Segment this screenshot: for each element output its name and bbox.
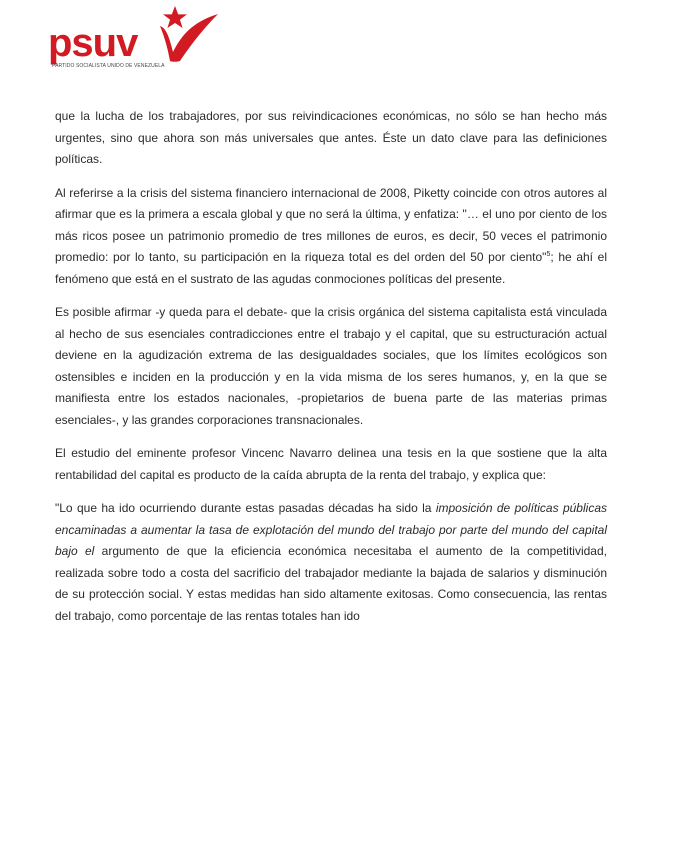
paragraph-2-text: Al referirse a la crisis del sistema financiero internacional de 2008, Piketty coincide con otros autores al afirmar que es la primera a escala global y que no será la última, y enfatiza: "… el uno por ciento de los más ricos posee un patrimonio promedio de tres millones de euros, es decir, 50 veces el patrimonio promedio: por lo tanto, su participación en la riqueza total es del orden del 50 por ciento" <box>55 185 607 264</box>
star-icon <box>163 6 187 28</box>
paragraph-2 <box>55 183 607 291</box>
document-body <box>55 106 607 639</box>
footnote-ref: 5 <box>546 251 551 258</box>
quote-emphasis: imposición de políticas públicas encaminadas a aumentar la tasa de explotación del mundo del trabajo por parte del mundo del capital bajo el <box>55 501 607 558</box>
paragraph-4: El estudio del eminente profesor Vincenc Navarro delinea una tesis en la que sostiene que la alta rentabilidad del capital es producto de la caída abrupta de la renta del trabajo, y explica que: <box>55 446 607 482</box>
paragraph-3: Es posible afirmar -y queda para el debate- que la crisis orgánica del sistema capitalista está vinculada al hecho de sus esenciales contradicciones entre el trabajo y el capital, que su estructuración actual deviene en la agudización extrema de las desigualdades sociales, que los límites ecológicos son ostensibles e inciden en la producción y en la vida misma de los seres humanos, y, en la que se manifiesta entre los estados nacionales, -propietarios de buena parte de las materias primas esenciales-, y las grandes corporaciones transnacionales. <box>55 305 607 427</box>
quote-start: "Lo que ha ido ocurriendo durante estas pasadas décadas ha sido la <box>55 501 436 515</box>
paragraph-2-tail: ; he ahí el fenómeno que está en el sustrato de las agudas conmociones políticas del presente. <box>55 250 607 286</box>
logo-subtitle: PARTIDO SOCIALISTA UNIDO DE VENEZUELA <box>52 63 165 69</box>
paragraph-5-quote <box>55 498 607 627</box>
brush-v-icon <box>160 14 218 62</box>
paragraph-1: que la lucha de los trabajadores, por sus reivindicaciones económicas, no sólo se han hecho más urgentes, sino que ahora son más universales que antes. Éste un dato clave para las definiciones políticas. <box>55 109 607 166</box>
logo-wordmark: psuv <box>48 21 138 65</box>
quote-rest: argumento de que la eficiencia económica necesitaba el aumento de la competitividad, realizada sobre todo a costa del sacrificio del trabajador mediante la bajada de salarios y disminución de su protección social. Y estas medidas han sido altamente exitosas. Como consecuencia, las rentas del trabajo, como porcentaje de las rentas totales han ido <box>55 544 607 623</box>
